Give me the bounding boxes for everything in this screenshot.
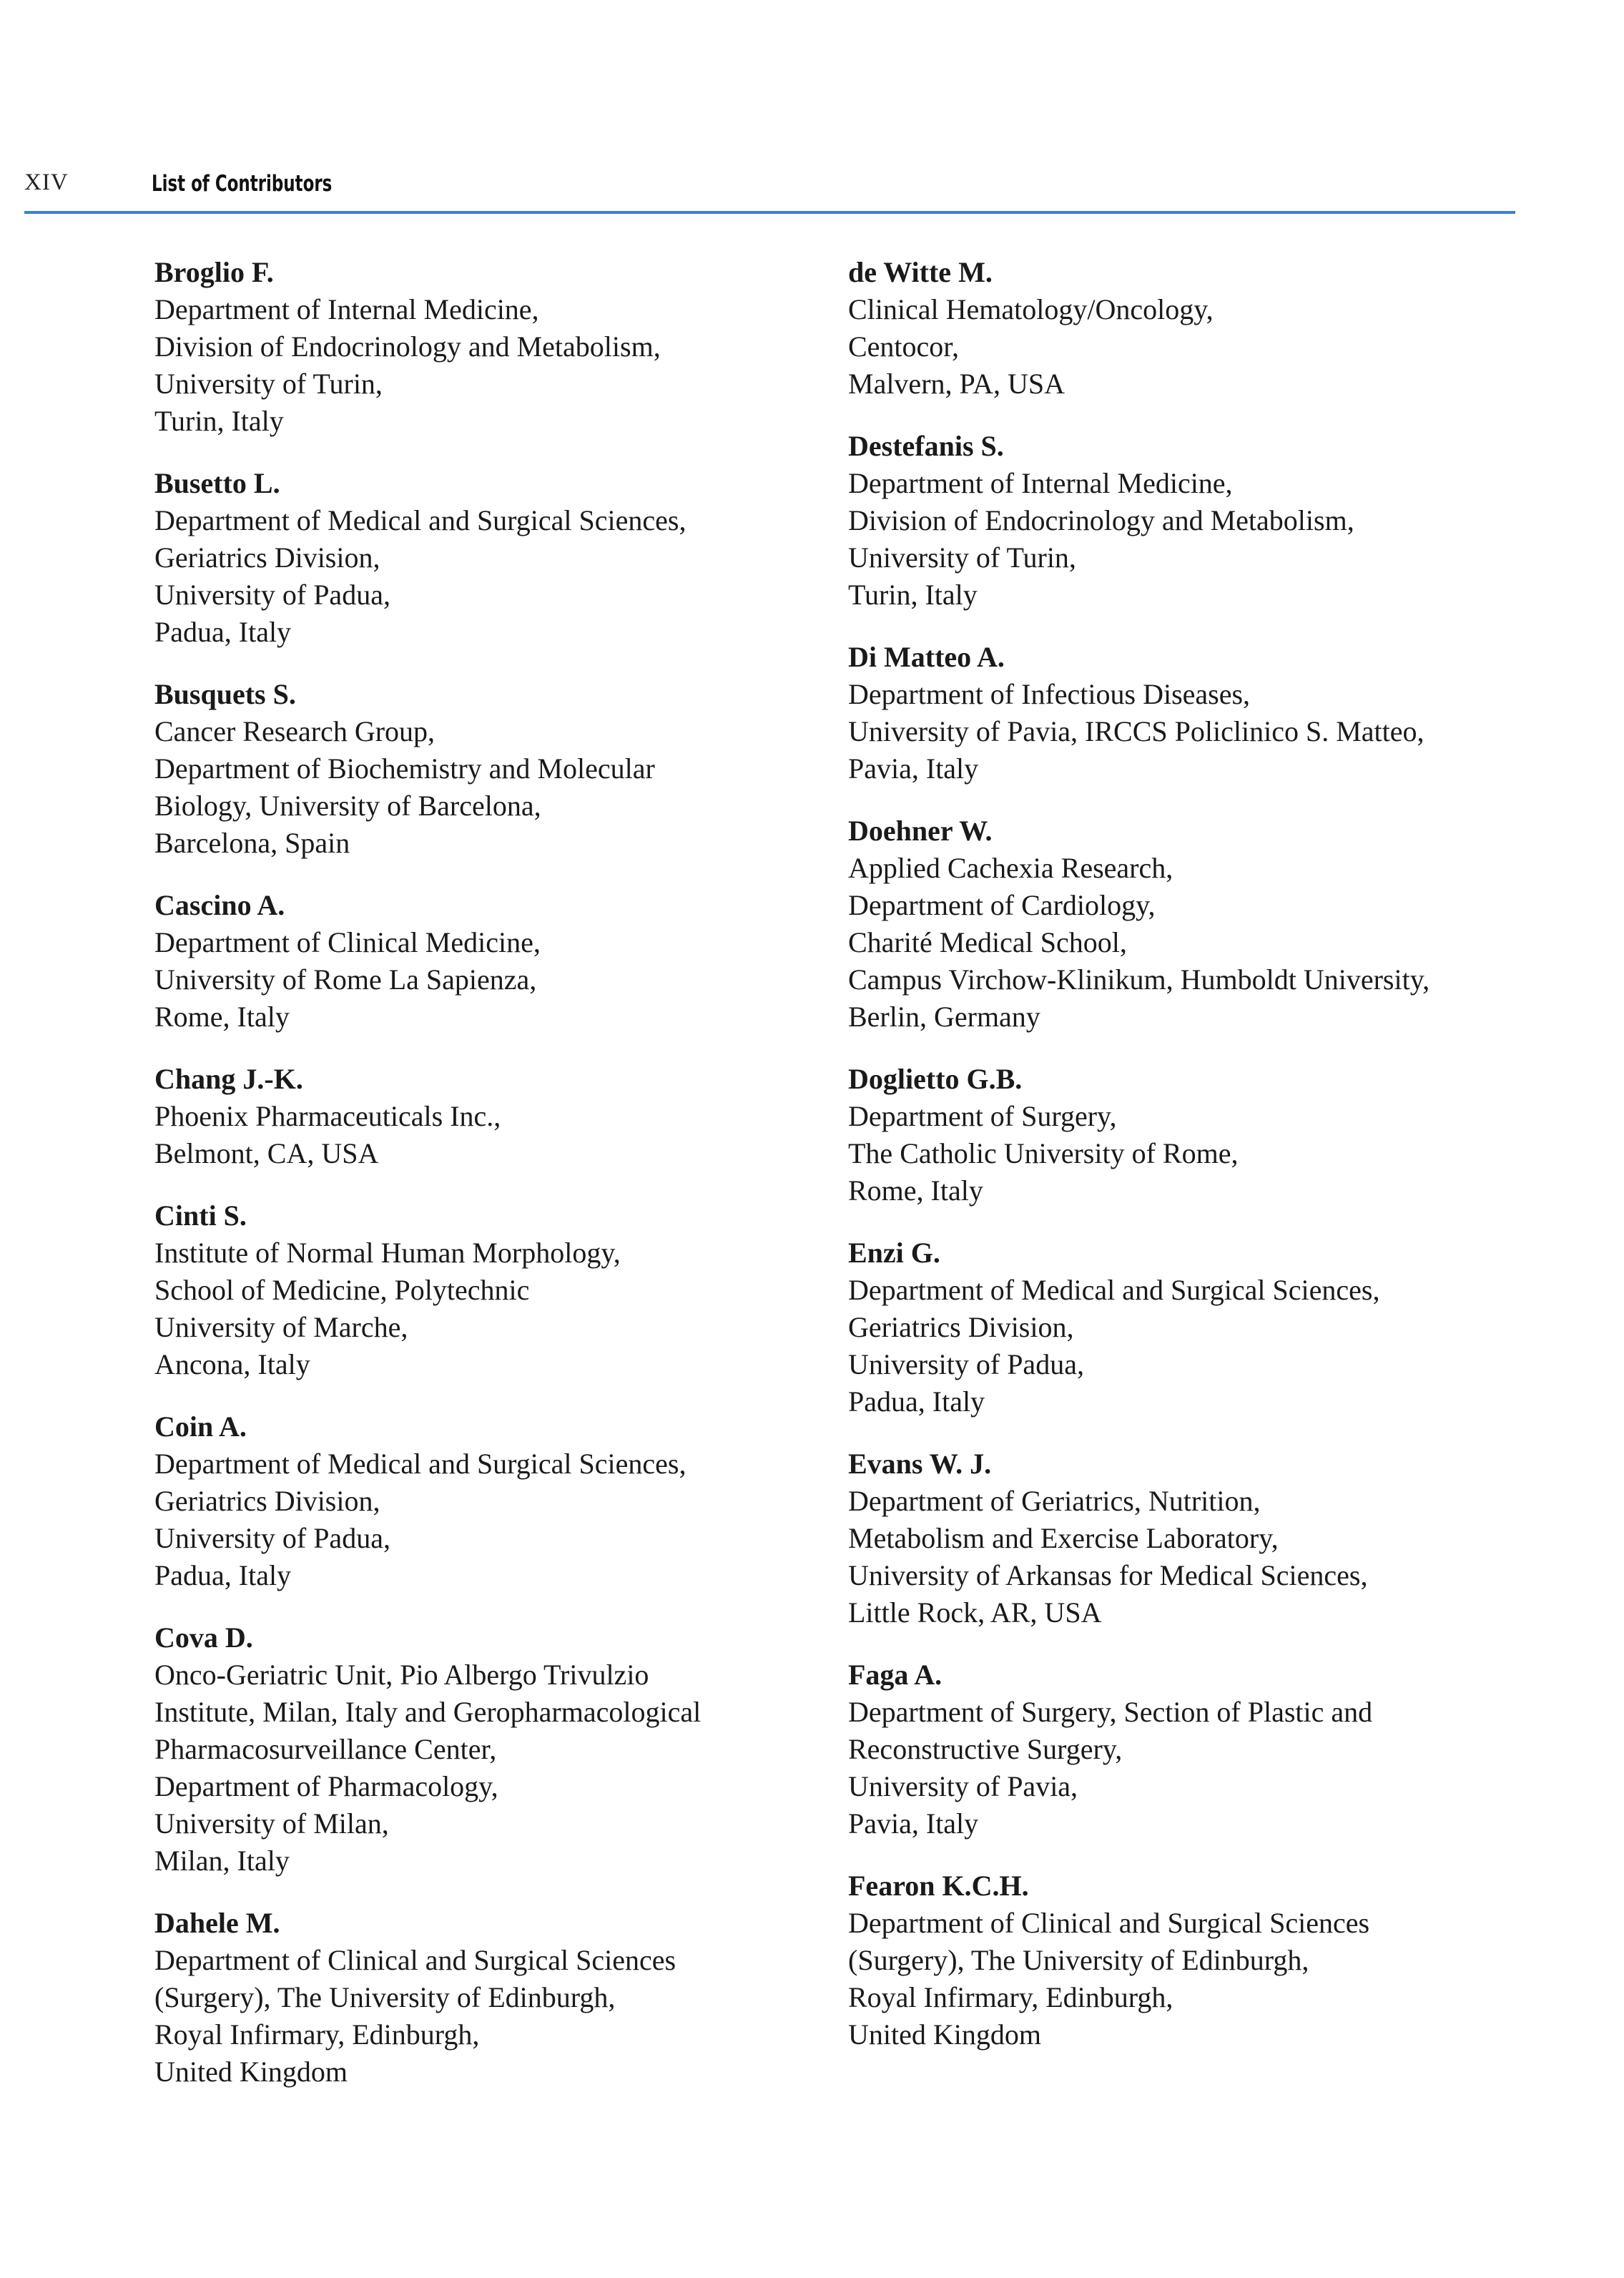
- affiliation-line: Padua, Italy: [154, 1559, 292, 1591]
- contributor-entry: [154, 676, 798, 862]
- affiliation-line: Berlin, Germany: [848, 1001, 1040, 1033]
- affiliation-line: Rome, Italy: [848, 1174, 983, 1207]
- contributor-name: Cascino A.: [154, 889, 285, 921]
- affiliation-line: University of Rome La Sapienza,: [154, 963, 537, 996]
- affiliation-line: School of Medicine, Polytechnic: [154, 1274, 530, 1306]
- affiliation-line: University of Pavia,: [848, 1770, 1078, 1802]
- affiliation-line: Department of Medical and Surgical Sciences,: [848, 1274, 1380, 1306]
- affiliation-line: Centocor,: [848, 330, 960, 363]
- contributor-name: Doglietto G.B.: [848, 1063, 1023, 1095]
- contributors-column-left: [154, 254, 798, 2116]
- contributor-entry: [154, 1197, 798, 1383]
- affiliation-line: Milan, Italy: [154, 1845, 290, 1877]
- affiliation-line: Geriatrics Division,: [154, 541, 380, 574]
- affiliation-line: Institute of Normal Human Morphology,: [154, 1237, 621, 1269]
- affiliation-line: Department of Clinical Medicine,: [154, 926, 541, 958]
- affiliation-line: University of Padua,: [154, 1522, 390, 1554]
- affiliation-line: Pharmacosurveillance Center,: [154, 1733, 497, 1765]
- contributor-name: Destefanis S.: [848, 430, 1004, 462]
- affiliation-line: United Kingdom: [154, 2056, 348, 2088]
- contributor-entry: [154, 465, 798, 651]
- contributor-entry: [848, 1234, 1535, 1420]
- affiliation-line: Department of Infectious Diseases,: [848, 678, 1251, 710]
- contributor-name: Cinti S.: [154, 1199, 247, 1232]
- running-title: List of Contributors: [152, 171, 333, 197]
- affiliation-line: Department of Pharmacology,: [154, 1770, 498, 1802]
- affiliation-line: Department of Surgery, Section of Plastic and: [848, 1696, 1373, 1728]
- affiliation-line: Turin, Italy: [848, 579, 978, 611]
- contributor-name: Coin A.: [154, 1410, 247, 1443]
- affiliation-line: Rome, Italy: [154, 1001, 290, 1033]
- affiliation-line: Department of Internal Medicine,: [154, 293, 539, 325]
- affiliation-line: Clinical Hematology/Oncology,: [848, 293, 1214, 325]
- affiliation-line: Cancer Research Group,: [154, 715, 435, 747]
- affiliation-line: Ancona, Italy: [154, 1348, 310, 1380]
- contributor-entry: [848, 812, 1535, 1036]
- contributor-name: Faga A.: [848, 1659, 943, 1691]
- contributor-name: Busquets S.: [154, 678, 296, 710]
- contributor-entry: [154, 1408, 798, 1594]
- contributor-entry: [848, 1061, 1535, 1209]
- page-number: XIV: [24, 170, 69, 195]
- contributor-entry: [848, 1867, 1535, 2053]
- affiliation-line: University of Milan,: [154, 1807, 389, 1840]
- affiliation-line: Applied Cachexia Research,: [848, 852, 1173, 884]
- contributor-entry: [848, 254, 1535, 403]
- affiliation-line: Onco-Geriatric Unit, Pio Albergo Trivulzio: [154, 1659, 649, 1691]
- contributor-name: Broglio F.: [154, 256, 274, 288]
- contributor-entry: [848, 1656, 1535, 1842]
- affiliation-line: Phoenix Pharmaceuticals Inc.,: [154, 1100, 501, 1132]
- affiliation-line: The Catholic University of Rome,: [848, 1137, 1239, 1169]
- header-rule: [24, 211, 1515, 214]
- affiliation-line: Royal Infirmary, Edinburgh,: [154, 2018, 480, 2051]
- affiliation-line: Department of Geriatrics, Nutrition,: [848, 1485, 1261, 1517]
- affiliation-line: Pavia, Italy: [848, 752, 979, 785]
- contributor-name: Doehner W.: [848, 815, 993, 847]
- affiliation-line: Turin, Italy: [154, 405, 284, 437]
- contributor-entry: [154, 1905, 798, 2091]
- affiliation-line: Belmont, CA, USA: [154, 1137, 379, 1169]
- contributor-name: Di Matteo A.: [848, 641, 1005, 673]
- contributor-name: Fearon K.C.H.: [848, 1870, 1029, 1902]
- affiliation-line: Department of Clinical and Surgical Sciences: [154, 1944, 676, 1976]
- affiliation-line: Department of Clinical and Surgical Sciences: [848, 1907, 1370, 1939]
- affiliation-line: Padua, Italy: [848, 1385, 985, 1418]
- affiliation-line: Charité Medical School,: [848, 926, 1127, 958]
- affiliation-line: Geriatrics Division,: [154, 1485, 380, 1517]
- affiliation-line: University of Turin,: [154, 368, 383, 400]
- affiliation-line: Department of Medical and Surgical Sciences,: [154, 1448, 686, 1480]
- contributor-entry: [848, 428, 1535, 614]
- affiliation-line: Campus Virchow-Klinikum, Humboldt University,: [848, 963, 1430, 996]
- contributors-column-right: [848, 254, 1535, 2078]
- affiliation-line: Department of Medical and Surgical Sciences,: [154, 504, 686, 536]
- affiliation-line: Division of Endocrinology and Metabolism,: [154, 330, 661, 363]
- affiliation-line: Biology, University of Barcelona,: [154, 790, 541, 822]
- contributor-entry: [848, 639, 1535, 787]
- contributor-entry: [154, 887, 798, 1036]
- affiliation-line: Pavia, Italy: [848, 1807, 979, 1840]
- affiliation-line: Little Rock, AR, USA: [848, 1596, 1102, 1629]
- affiliation-line: Institute, Milan, Italy and Geropharmacological: [154, 1696, 702, 1728]
- contributor-entry: [154, 1619, 798, 1880]
- affiliation-line: Malvern, PA, USA: [848, 368, 1065, 400]
- contributor-entry: [154, 1061, 798, 1172]
- affiliation-line: University of Turin,: [848, 541, 1076, 574]
- affiliation-line: Department of Biochemistry and Molecular: [154, 752, 655, 785]
- page-header: [24, 170, 1515, 212]
- affiliation-line: Department of Surgery,: [848, 1100, 1117, 1132]
- affiliation-line: Metabolism and Exercise Laboratory,: [848, 1522, 1279, 1554]
- affiliation-line: Division of Endocrinology and Metabolism,: [848, 504, 1354, 536]
- affiliation-line: Reconstructive Surgery,: [848, 1733, 1123, 1765]
- affiliation-line: (Surgery), The University of Edinburgh,: [154, 1981, 616, 2013]
- contributor-name: Dahele M.: [154, 1907, 280, 1939]
- affiliation-line: Barcelona, Spain: [154, 827, 350, 859]
- contributor-name: Cova D.: [154, 1621, 253, 1654]
- contributor-name: Enzi G.: [848, 1237, 940, 1269]
- affiliation-line: Geriatrics Division,: [848, 1311, 1074, 1343]
- affiliation-line: University of Pavia, IRCCS Policlinico S. Matteo,: [848, 715, 1424, 747]
- affiliation-line: Padua, Italy: [154, 616, 292, 648]
- affiliation-line: University of Padua,: [154, 579, 390, 611]
- affiliation-line: United Kingdom: [848, 2018, 1041, 2051]
- contributor-name: Chang J.-K.: [154, 1063, 303, 1095]
- contributor-entry: [154, 254, 798, 440]
- affiliation-line: Department of Cardiology,: [848, 889, 1156, 921]
- affiliation-line: (Surgery), The University of Edinburgh,: [848, 1944, 1309, 1976]
- contributor-name: Evans W. J.: [848, 1448, 992, 1480]
- contributor-name: de Witte M.: [848, 256, 993, 288]
- affiliation-line: Royal Infirmary, Edinburgh,: [848, 1981, 1173, 2013]
- contributor-name: Busetto L.: [154, 467, 280, 499]
- affiliation-line: University of Padua,: [848, 1348, 1084, 1380]
- affiliation-line: University of Marche,: [154, 1311, 408, 1343]
- affiliation-line: University of Arkansas for Medical Sciences,: [848, 1559, 1368, 1591]
- contributor-entry: [848, 1445, 1535, 1631]
- affiliation-line: Department of Internal Medicine,: [848, 467, 1233, 499]
